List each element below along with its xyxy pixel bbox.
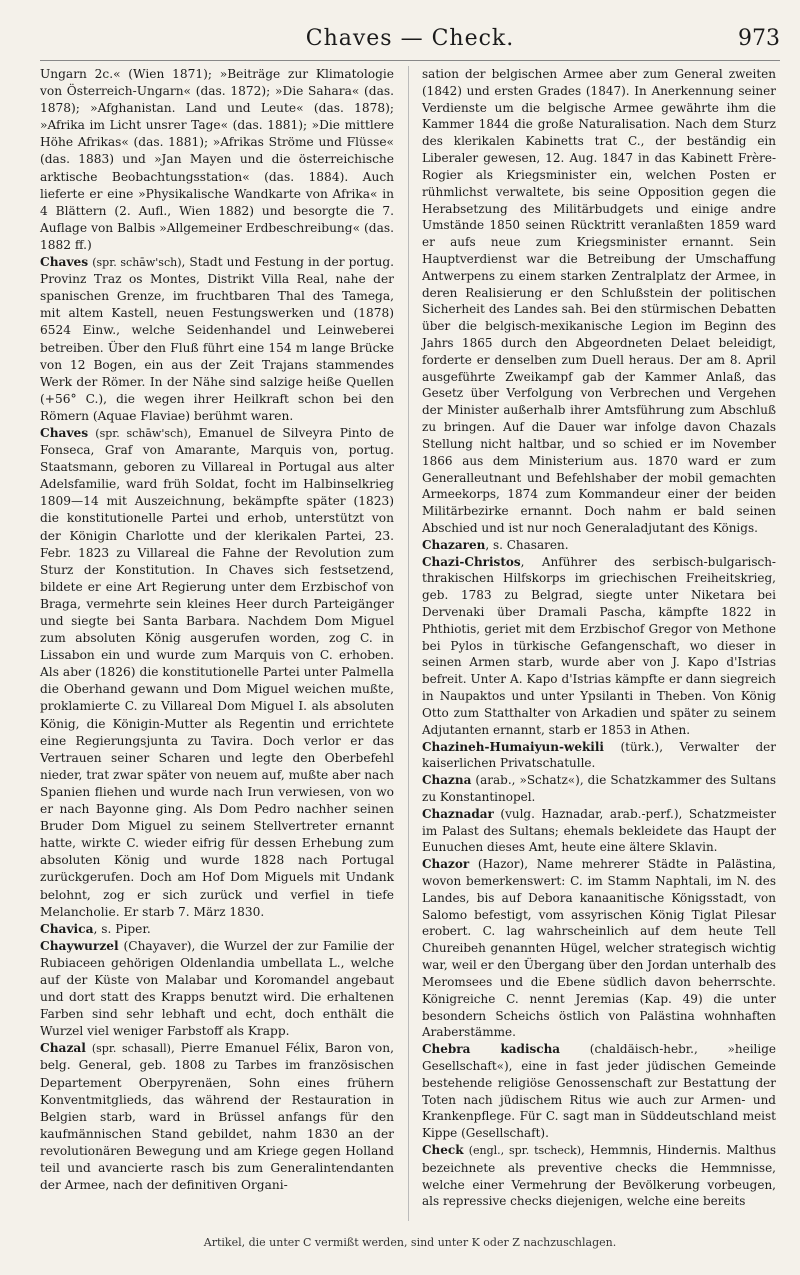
page-number: 973 [738,26,780,51]
dictionary-entry [422,806,776,856]
entry-headword: Chazaren [422,537,486,552]
entry-pronunciation: (spr. schāw'sch) [92,256,182,270]
entry-pronunciation: (spr. schasall) [91,1042,171,1056]
dictionary-entry [422,739,776,773]
entry-headword: Chazna [422,773,472,788]
entry-text: sation der belgischen Armee aber zum General zweiten (1842) und ersten Grades (1847). In Anerkennung seiner Verdienste um die belgische Armee gewährte ihm die Kammer 1844 die große Naturalisation. Nach dem Sturz des klerikalen Kabinetts trat C., der beständig ein Liberaler gewesen, 12. Aug. 1847 in das Kabinett Frère-Rogier als Kriegsminister ein, welchen Posten er rühmlichst verwaltete, bis seine Opposition gegen die Herabsetzung des Militärbudgets und einige andre Umstände 1850 seinen Rücktritt veranlaßten 1859 ward er aufs neue zum Kriegsminister ernannt. Sein Hauptverdienst war die Betreibung der Umschaffung Antwerpens zu einem starken Zentralplatz der Armee, in deren Realisierung er den Schlußstein der politischen Sicherheit des Landes sah. Bei den stürmischen Debatten über die belgisch-mexikanische Legion im Beginn des Jahrs 1865 durch den Abgeordneten Delaet beleidigt, forderte er denselben zum Duell heraus. Der am 8. April ausgeführte Zweikampf gab der Kammer Anlaß, das Gesetz über Verfolgung von Verbrechen und Vergehen der Minister außerhalb ihrer Amtsführung zum Abschluß zu bringen. Auf die Dauer war infolge davon Chazals Stellung nicht haltbar, und so schied er im November 1866 aus dem Ministerium aus. 1870 ward er zum Generalleutnant und Befehlshaber der mobil gemachten Armeekorps, 1874 zum Kommandeur einer der beiden Militärbezirke ernannt. Doch nahm er bald seinen Abschied und ist nur noch Generaladjutant des Königs. [422,67,776,535]
entry-headword: Chazineh-Humaiyun-wekili [422,739,604,754]
entry-headword: Chaves [40,255,89,270]
entry-headword: Chaznadar [422,806,494,821]
entry-headword: Chazor [422,857,470,872]
column-divider [408,66,409,1221]
dictionary-entry [40,66,394,254]
entry-headword: Chavica [40,921,94,936]
entry-headword: Chaves [40,425,89,440]
entry-text: , Anführer des serbisch-bulgarisch-thrakischen Hilfskorps im griechischen Freiheitskrieg, geb. 1783 zu Belgrad, siegte unter Niketara bei Dervenaki über Dramali Pascha, kämpfte 1822 in Phthiotis, geriet mit dem Erzbischof Gregor von Methone bei Pylos in türkische Gefangenschaft, wo dieser in seinen Armen starb, wurde aber von J. Kapo d'Istrias befreit. Unter A. Kapo d'Istrias kämpfte er dann siegreich in Naupaktos und unter Ypsilanti in Theben. Von König Otto zum Statthalter von Arkadien und später zu seinem Adjutanten ernannt, starb er 1853 in Athen. [422,554,776,737]
right-column [422,66,776,1210]
page-header [40,26,780,60]
dictionary-entry [422,772,776,806]
dictionary-entry [422,66,776,537]
dictionary-entry [422,554,776,739]
entry-text: , s. Piper. [93,921,151,936]
running-title: Chaves — Check. [305,26,515,51]
dictionary-entry [40,921,394,938]
entry-text: (vulg. Haznadar, arab.-perf.), Schatzmeister im Palast des Sultans; ehemals bekleidete das Haupt der Eunuchen dieses Amt, heute eine ältere Sklavin. [422,806,776,855]
entry-text: (türk.), Verwalter der kaiserlichen Privatschatulle. [422,739,776,771]
entry-headword: Chaywurzel [40,938,119,953]
entry-text: Ungarn 2c.« (Wien 1871); »Beiträge zur Klimatologie von Österreich-Ungarn« (das. 1872); »Die Sahara« (das. 1878); »Afghanistan. Land und Leute« (das. 1878); »Afrika im Licht unsrer Tage« (das. 1881); »Die mittlere Höhe Afrikas« (das. 1881); »Afrikas Ströme und Flüsse« (das. 1883) und »Jan Mayen und die österreichische arktische Beobachtungsstation« (das. 1884). Auch lieferte er eine »Physikalische Wandkarte von Afrika« in 4 Blättern (2. Aufl., Wien 1882) und besorgte die 7. Auflage von Balbis »Allgemeiner Erdbeschreibung« (das. 1882 ff.) [40,67,394,252]
entry-headword: Chazal [40,1041,86,1056]
footer-note: Artikel, die unter C vermißt werden, sind unter K oder Z nachzuschlagen. [203,1236,617,1249]
left-column [40,66,394,1194]
dictionary-entry [422,1142,776,1210]
entry-text: (chaldäisch-hebr., »heilige Gesellschaft«), eine in fast jeder jüdischen Gemeinde bestehende religiöse Genossenschaft zur Bestattung der Toten nach jüdischem Ritus wie auch zur Armen- und Krankenpflege. Für C. sagt man in Süddeutschland meist Kippe (Gesellschaft). [422,1042,776,1141]
entry-text: (Hazor), Name mehrerer Städte in Palästina, wovon bemerkenswert: C. im Stamm Naphtali, im N. des Landes, bis auf Debora kanaanitische Königsstadt, von Salomo befestigt, vom assyrischen König Tiglat Pilesar erobert. C. lag wahrscheinlich auf dem heute Tell Chureibeh genannten Hügel, welcher strategisch wichtig war, weil er den Übergang über den Jordan unterhalb des Meromsees und die Ebene südlich davon beherrschte. Königreiche C. nennt Jeremias (Kap. 49) die unter besondern Scheichs östlich von Palästina wohnhaften Araberstämme. [422,857,776,1040]
header-rule [40,60,780,61]
entry-text: (Chayaver), die Wurzel der zur Familie der Rubiaceen gehörigen Oldenlandia umbellata L., welche auf der Küste von Malabar und Koromandel angebaut und dort statt des Krapps benutzt wird. Die erhaltenen Farben sind sehr lebhaft und echt, doch enthält die Wurzel viel weniger Farbstoff als Krapp. [40,938,394,1039]
entry-text: , Pierre Emanuel Félix, Baron von, belg. General, geb. 1808 zu Tarbes im französischen Departement Oberpyrenäen, Sohn eines frühern Konventmitglieds, das während der Restauration in Belgien starb, ward in Brüssel anfangs für den kaufmännischen Stand gebildet, nahm 1830 an der revolutionären Bewegung und am Kriege gegen Holland teil und avancierte rasch bis zum Generalintendanten der Armee, nach der definitiven Organi- [40,1041,394,1193]
entry-text: (arab., »Schatz«), die Schatzkammer des Sultans zu Konstantinopel. [422,773,776,804]
entry-headword: Chebra kadischa [422,1042,561,1057]
dictionary-entry [422,537,776,554]
entry-headword: Check [422,1143,464,1157]
entry-text: , s. Chasaren. [485,537,569,552]
dictionary-entry [422,856,776,1041]
dictionary-entry [40,938,394,1041]
entry-text: , Hemmnis, Hindernis. Malthus bezeichnete als preventive checks die Hemmnisse, welche einer Vermehrung der Bevölkerung vorbeugen, als repressive checks diejenigen, welche eine bereits [422,1143,776,1209]
entry-headword: Chazi-Christos [422,554,521,569]
entry-text: , Emanuel de Silveyra Pinto de Fonseca, Graf von Amarante, Marquis von, portug. Staatsmann, geboren zu Villareal in Portugal aus alter Adelsfamilie, ward früh Soldat, focht im Halbinselkrieg 1809—14 mit Auszeichnung, bekämpfte später (1823) die konstitutionelle Partei und erhob, unterstützt von der Königin Charlotte und der klerikalen Partei, 23. Febr. 1823 zu Villareal die Fahne der Revolution zum Sturz der Konstitution. In Chaves sich festsetzend, bildete er eine Art Regierung unter dem Erzbischof von Braga, vermehrte sein kleines Heer durch Parteigänger und siegte bei Santa Barbara. Nachdem Dom Miguel zum absoluten König ausgerufen worden, zog C. in Lissabon ein und wurde zum Marquis von C. erhoben. Als aber (1826) die konstitutionelle Partei unter Palmella die Oberhand gewann und Dom Miguel weichen mußte, proklamierte C. zu Villareal Dom Miguel I. als absoluten König, die Königin-Mutter als Regentin und errichtete eine Regierungsjunta zu Tavira. Doch verlor er das Vertrauen seiner Scharen und legte den Oberbefehl nieder, trat zwar später von neuem auf, mußte aber nach Spanien fliehen und wurde nach Irun verwiesen, von wo er nach Bayonne ging. Als Dom Pedro nachher seinen Bruder Dom Miguel zu seinem Stellvertreter ernannt hatte, wirkte C. wieder eifrig für dessen Erhebung zum absoluten König und wurde 1828 nach Portugal zurückgerufen. Doch am Hof Dom Miguels mit Undank belohnt, zog er sich zurück und verfiel in tiefe Melancholie. Er starb 7. März 1830. [40,425,394,919]
dictionary-entry [40,254,394,425]
dictionary-entry [422,1041,776,1142]
entry-text: , Stadt und Festung in der portug. Provinz Traz os Montes, Distrikt Villa Real, nahe der spanischen Grenze, im fruchtbaren Thal des Tamega, mit altem Kastell, neuen Festungswerken und (1878) 6524 Einw., welche Seidenhandel und Leinweberei betreiben. Über den Fluß führt eine 154 m lange Brücke von 12 Bogen, ein aus der Zeit Trajans stammendes Werk der Römer. In der Nähe sind salzige heiße Quellen (+56° C.), die wegen ihrer Heilkraft schon bei den Römern (Aquae Flaviae) berühmt waren. [40,255,395,423]
entry-pronunciation: (engl., spr. tscheck) [468,1144,582,1157]
dictionary-entry [40,1040,394,1194]
dictionary-entry [40,425,394,921]
entry-pronunciation: (spr. schāw'sch) [95,426,188,440]
